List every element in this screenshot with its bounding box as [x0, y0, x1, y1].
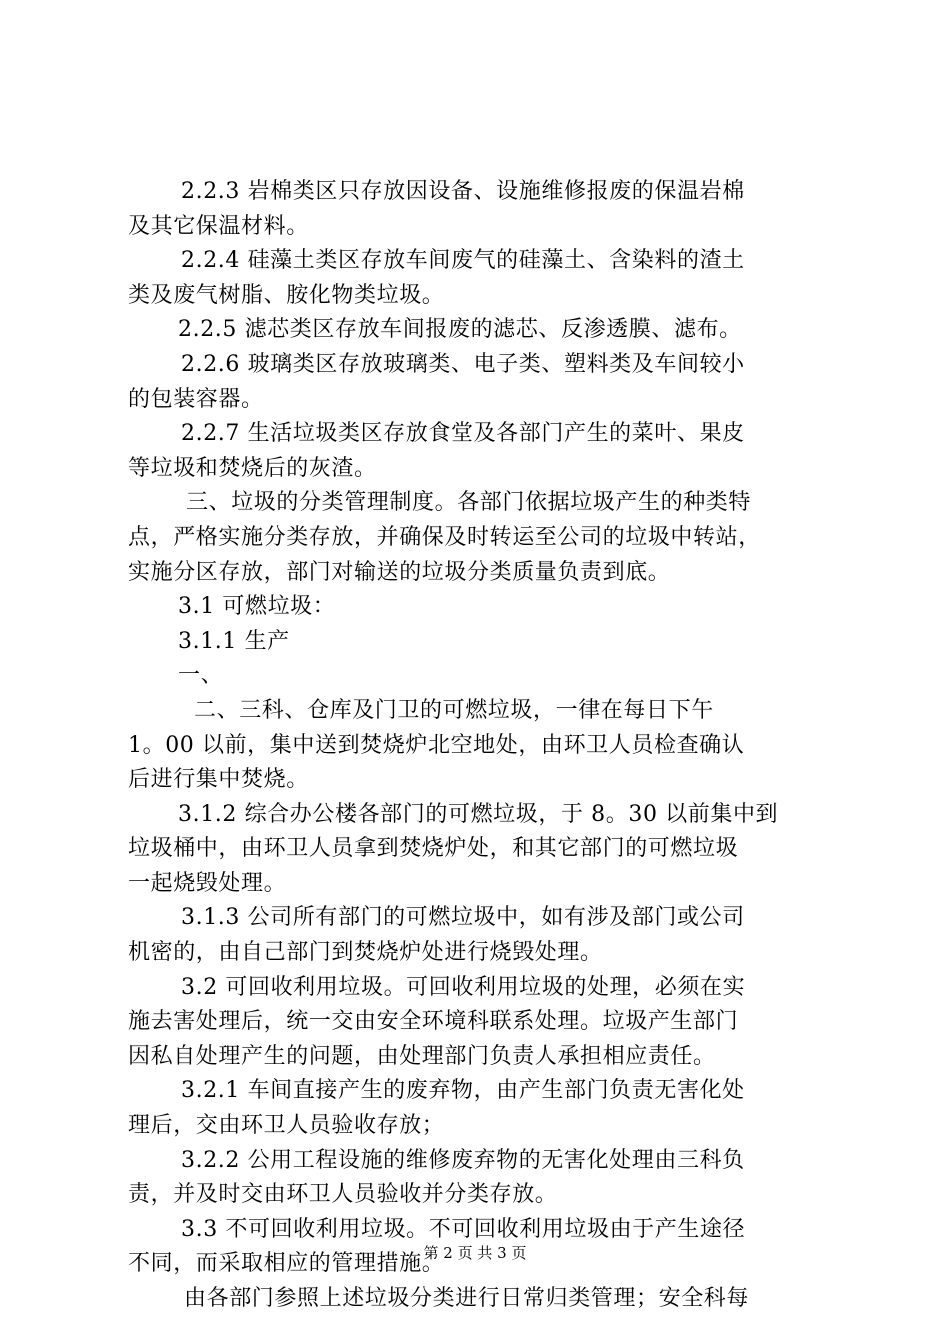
text-line: 2.2.5 滤芯类区存放车间报废的滤芯、反渗透膜、滤布。 — [178, 317, 742, 343]
text-line: 3.1.1 生产 — [178, 628, 290, 654]
text-line: 3.3 不可回收利用垃圾。不可回收利用垃圾由于产生途径 — [181, 1216, 746, 1242]
text-line: 1。00 以前，集中送到焚烧炉北空地处，由环卫人员检查确认 — [128, 732, 745, 758]
text-line: 因私自处理产生的问题，由处理部门负责人承担相应责任。 — [128, 1043, 716, 1069]
text-line: 理后，交由环卫人员验收存放； — [128, 1113, 445, 1139]
text-line: 实施分区存放，部门对输送的垃圾分类质量负责到底。 — [128, 559, 671, 585]
text-line: 不同，而采取相应的管理措施。 — [128, 1251, 445, 1277]
text-line: 3.1.2 综合办公楼各部门的可燃垃圾，于 8。30 以前集中到 — [178, 801, 779, 827]
text-line: 3.2.2 公用工程设施的维修废弃物的无害化处理由三科负 — [181, 1147, 745, 1173]
text-line: 类及废气树脂、胺化物类垃圾。 — [128, 282, 445, 308]
text-line: 等垃圾和焚烧后的灰渣。 — [128, 455, 377, 481]
text-line: 3.2.1 车间直接产生的废弃物，由产生部门负责无害化处 — [181, 1078, 745, 1104]
text-line: 施去害处理后，统一交由安全环境科联系处理。垃圾产生部门 — [128, 1009, 739, 1035]
page-footer: 第 2 页 共 3 页 — [423, 1244, 527, 1262]
text-line: 3.2 可回收利用垃圾。可回收利用垃圾的处理，必须在实 — [181, 974, 746, 1000]
text-line: 3.1.3 公司所有部门的可燃垃圾中，如有涉及部门或公司 — [181, 905, 745, 931]
text-line: 二、三科、仓库及门卫的可燃垃圾，一律在每日下午 — [194, 697, 714, 723]
text-line: 的包装容器。 — [128, 386, 264, 412]
text-line: 2.2.4 硅藻土类区存放车间废气的硅藻土、含染料的渣土 — [181, 248, 745, 274]
text-line: 机密的，由自己部门到焚烧炉处进行烧毁处理。 — [128, 940, 603, 966]
text-line: 2.2.7 生活垃圾类区存放食堂及各部门产生的菜叶、果皮 — [181, 421, 745, 447]
text-line: 3.1 可燃垃圾： — [178, 594, 336, 620]
text-line: 责，并及时交由环卫人员验收并分类存放。 — [128, 1182, 558, 1208]
text-line: 一起烧毁处理。 — [128, 870, 287, 896]
text-line: 2.2.6 玻璃类区存放玻璃类、电子类、塑料类及车间较小 — [181, 351, 745, 377]
text-line: 2.2.3 岩棉类区只存放因设备、设施维修报废的保温岩棉 — [181, 179, 745, 204]
text-line: 垃圾桶中，由环卫人员拿到焚烧炉处，和其它部门的可燃垃圾 — [128, 836, 739, 862]
text-line: 由各部门参照上述垃圾分类进行日常归类管理；安全科每 — [184, 1286, 750, 1311]
text-line: 点，严格实施分类存放，并确保及时转运至公司的垃圾中转站， — [128, 524, 761, 550]
text-line: 一、 — [178, 663, 224, 689]
text-line: 及其它保温材料。 — [128, 213, 309, 239]
body-text — [128, 175, 834, 1317]
text-line: 后进行集中焚烧。 — [128, 767, 309, 793]
text-line: 三、垃圾的分类管理制度。各部门依据垃圾产生的种类特 — [186, 490, 752, 516]
